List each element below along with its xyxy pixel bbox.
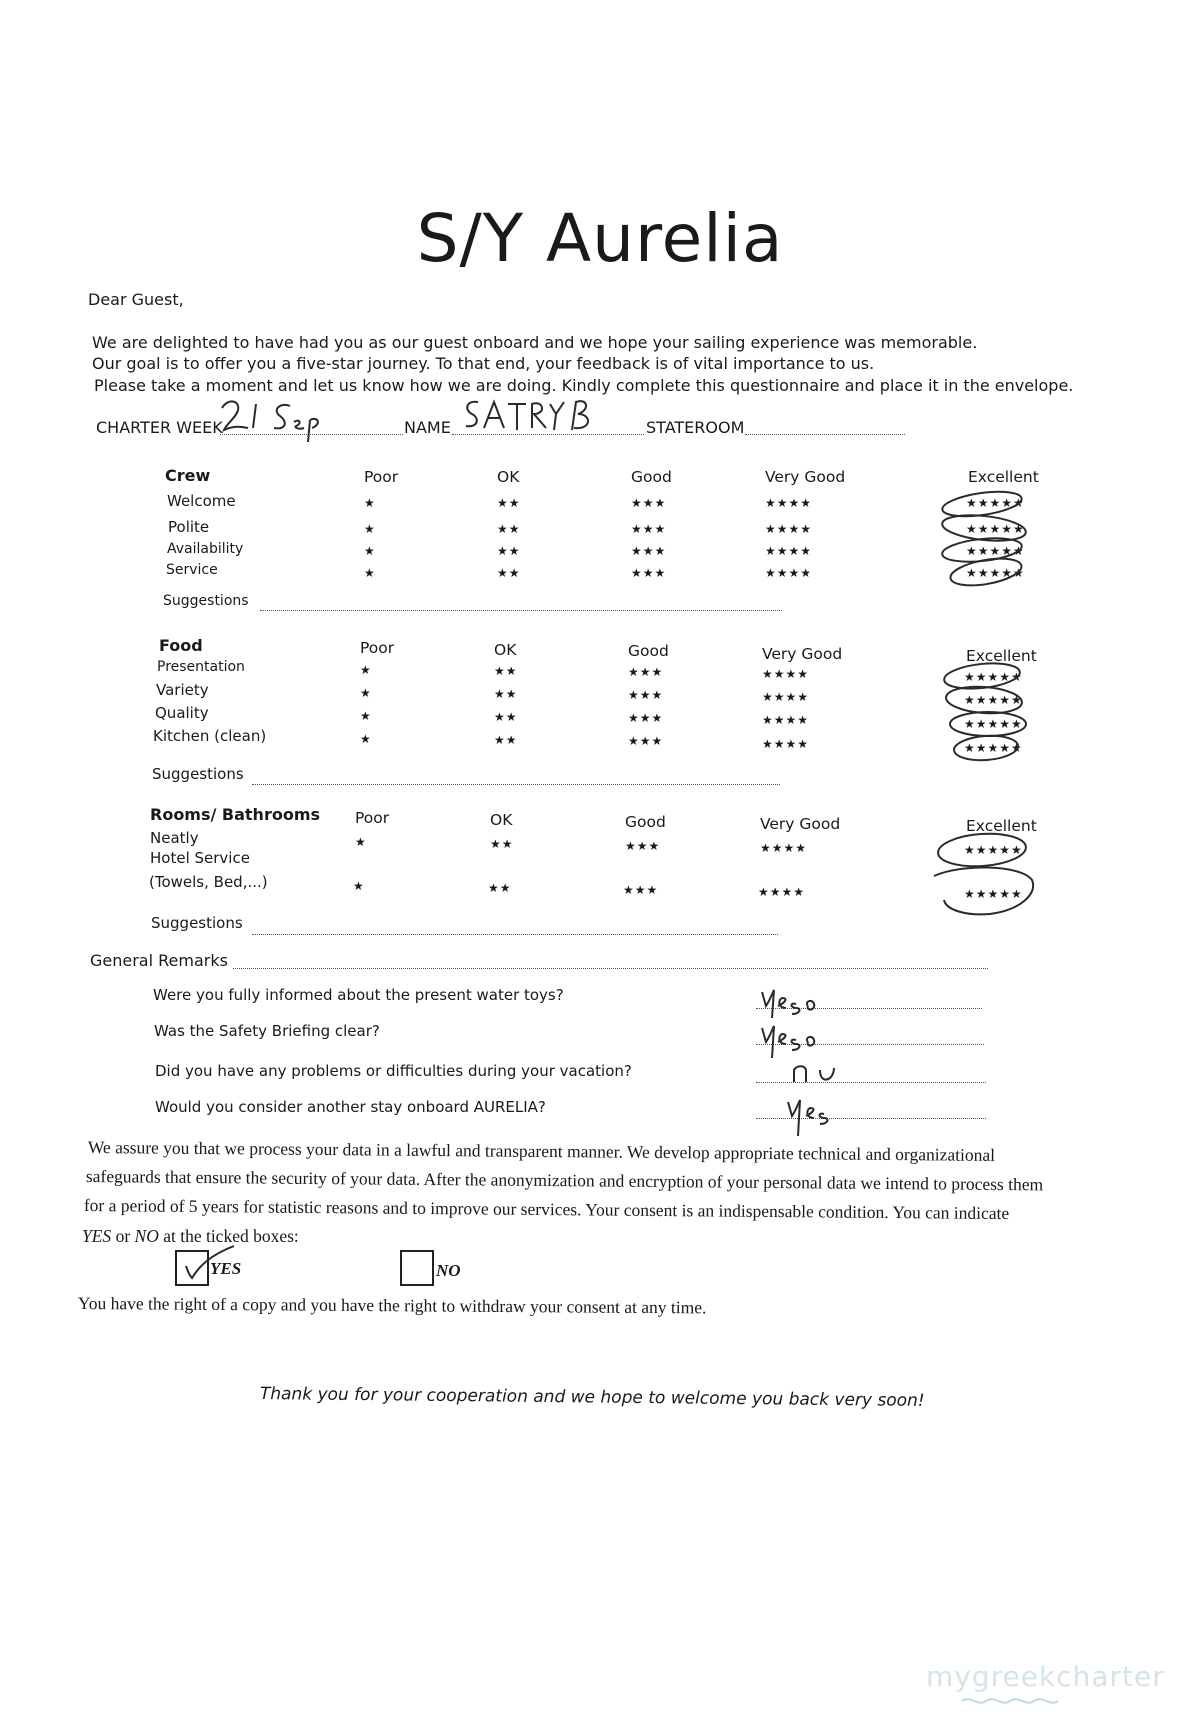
name-handwriting — [460, 396, 600, 436]
charter-week-label: CHARTER WEEK — [96, 418, 223, 437]
crew-polite-ok[interactable]: ★★ — [497, 522, 521, 536]
crew-service-good[interactable]: ★★★ — [631, 566, 667, 580]
intro-line-2: Our goal is to offer you a five-star journey. To that end, your feedback is of vital importance to us. — [92, 354, 875, 373]
crew-excellent-circles — [930, 490, 1040, 590]
crew-polite-poor[interactable]: ★ — [364, 522, 376, 536]
crew-row-availability: Availability — [167, 541, 244, 557]
crew-row-welcome: Welcome — [167, 492, 236, 510]
food-suggestions-line[interactable] — [252, 784, 780, 785]
consent-line-3: for a period of 5 years for statistic reasons and to improve our services. Your consent is an indispensable condition. You can indicate — [83, 1194, 1010, 1224]
rooms-col-poor: Poor — [355, 809, 390, 827]
food-variety-good[interactable]: ★★★ — [628, 688, 664, 702]
food-col-ok: OK — [494, 641, 517, 659]
intro-line-3: Please take a moment and let us know how we are doing. Kindly complete this questionnaire and place it in the envelope. — [94, 376, 1074, 395]
food-presentation-good[interactable]: ★★★ — [628, 665, 664, 679]
food-kitchen-excellent[interactable]: ★★★★★ — [964, 741, 1023, 755]
crew-availability-good[interactable]: ★★★ — [631, 544, 667, 558]
rooms-suggestions-line[interactable] — [252, 934, 778, 935]
food-col-excellent: Excellent — [966, 647, 1037, 665]
rooms-neatly-very-good[interactable]: ★★★★ — [760, 841, 808, 855]
crew-availability-poor[interactable]: ★ — [364, 544, 376, 558]
food-kitchen-poor[interactable]: ★ — [360, 732, 372, 746]
consent-no-checkbox[interactable] — [400, 1250, 434, 1286]
food-excellent-circles — [930, 656, 1040, 766]
rooms-title: Rooms/ Bathrooms — [150, 805, 321, 824]
crew-title: Crew — [165, 466, 211, 485]
food-presentation-poor[interactable]: ★ — [360, 663, 372, 677]
crew-polite-very-good[interactable]: ★★★★ — [765, 522, 813, 536]
rooms-neatly-excellent[interactable]: ★★★★★ — [964, 843, 1023, 857]
general-remarks-line[interactable] — [233, 968, 988, 969]
food-quality-excellent[interactable]: ★★★★★ — [964, 717, 1023, 731]
crew-availability-excellent[interactable]: ★★★★★ — [966, 544, 1025, 558]
food-title: Food — [159, 636, 203, 655]
question-water-toys: Were you fully informed about the present water toys? — [153, 986, 564, 1004]
crew-service-excellent[interactable]: ★★★★★ — [966, 566, 1025, 580]
food-kitchen-ok[interactable]: ★★ — [494, 733, 518, 747]
watermark-logo: mygreekcharter — [926, 1660, 1165, 1693]
food-quality-poor[interactable]: ★ — [360, 709, 372, 723]
question-problems: Did you have any problems or difficulties during your vacation? — [155, 1062, 632, 1080]
consent-yes-label: YES — [210, 1259, 242, 1278]
food-variety-poor[interactable]: ★ — [360, 686, 372, 700]
wave-icon — [960, 1694, 1070, 1708]
rooms-service-excellent[interactable]: ★★★★★ — [964, 887, 1023, 901]
food-row-kitchen: Kitchen (clean) — [153, 727, 267, 745]
crew-service-poor[interactable]: ★ — [364, 566, 376, 580]
intro-line-1: We are delighted to have had you as our guest onboard and we hope your sailing experience was memorable. — [92, 333, 978, 352]
food-quality-good[interactable]: ★★★ — [628, 711, 664, 725]
food-presentation-excellent[interactable]: ★★★★★ — [964, 670, 1023, 684]
answer-handwriting-1 — [756, 982, 826, 1022]
crew-service-very-good[interactable]: ★★★★ — [765, 566, 813, 580]
rooms-col-excellent: Excellent — [966, 817, 1037, 835]
crew-suggestions-line[interactable] — [260, 610, 782, 611]
food-row-presentation: Presentation — [157, 659, 245, 675]
rooms-neatly-good[interactable]: ★★★ — [625, 839, 661, 853]
crew-col-ok: OK — [497, 468, 520, 486]
answer-handwriting-2 — [756, 1018, 826, 1062]
food-col-good: Good — [628, 642, 669, 660]
rooms-row-hotel-service: Hotel Service — [150, 849, 250, 867]
food-variety-excellent[interactable]: ★★★★★ — [964, 693, 1023, 707]
rooms-service-poor[interactable]: ★ — [353, 879, 365, 893]
crew-availability-ok[interactable]: ★★ — [497, 544, 521, 558]
rooms-excellent-circles — [920, 818, 1040, 926]
consent-yes-word: YES — [82, 1226, 112, 1246]
rooms-neatly-poor[interactable]: ★ — [355, 835, 367, 849]
answer-handwriting-4 — [780, 1092, 850, 1140]
crew-col-poor: Poor — [364, 468, 399, 486]
rooms-service-good[interactable]: ★★★ — [623, 883, 659, 897]
food-variety-very-good[interactable]: ★★★★ — [762, 690, 810, 704]
stateroom-label: STATEROOM — [646, 418, 745, 437]
rooms-col-good: Good — [625, 813, 666, 831]
food-suggestions-label: Suggestions — [152, 765, 244, 783]
answer-handwriting-3 — [790, 1060, 850, 1086]
food-presentation-very-good[interactable]: ★★★★ — [762, 667, 810, 681]
consent-right-text: You have the right of a copy and you have the right to withdraw your consent at any time. — [77, 1292, 707, 1318]
crew-row-polite: Polite — [168, 518, 210, 536]
stateroom-line[interactable] — [745, 434, 905, 435]
crew-welcome-excellent[interactable]: ★★★★★ — [966, 496, 1025, 510]
crew-row-service: Service — [166, 562, 218, 578]
consent-line-1: We assure you that we process your data in a lawful and transparent manner. We develop appropriate technical and organizational — [87, 1136, 996, 1165]
food-kitchen-very-good[interactable]: ★★★★ — [762, 737, 810, 751]
consent-ticked-boxes-text: at the ticked boxes: — [158, 1226, 299, 1246]
food-presentation-ok[interactable]: ★★ — [494, 664, 518, 678]
page-title: S/Y Aurelia — [416, 200, 784, 277]
rooms-neatly-ok[interactable]: ★★ — [490, 837, 514, 851]
crew-col-good: Good — [631, 468, 672, 486]
food-variety-ok[interactable]: ★★ — [494, 687, 518, 701]
rooms-service-very-good[interactable]: ★★★★ — [758, 885, 806, 899]
rooms-row-neatly: Neatly — [150, 829, 199, 847]
crew-welcome-ok[interactable]: ★★ — [497, 496, 521, 510]
food-quality-very-good[interactable]: ★★★★ — [762, 713, 810, 727]
crew-polite-excellent[interactable]: ★★★★★ — [966, 522, 1025, 536]
charter-week-handwriting — [218, 396, 328, 444]
food-col-very-good: Very Good — [762, 645, 843, 663]
question-another-stay: Would you consider another stay onboard AURELIA? — [155, 1098, 546, 1116]
crew-welcome-good[interactable]: ★★★ — [631, 496, 667, 510]
consent-no-label: NO — [436, 1261, 461, 1280]
food-kitchen-good[interactable]: ★★★ — [628, 734, 664, 748]
general-remarks-label: General Remarks — [90, 951, 228, 970]
crew-welcome-very-good[interactable]: ★★★★ — [765, 496, 813, 510]
question-safety-briefing: Was the Safety Briefing clear? — [154, 1022, 380, 1040]
crew-col-very-good: Very Good — [765, 468, 846, 486]
consent-line-2: safeguards that ensure the security of your data. After the anonymization and encryption of your personal data we intend to process them — [85, 1165, 1044, 1195]
consent-no-word: NO — [134, 1226, 159, 1246]
rooms-col-very-good: Very Good — [760, 815, 841, 833]
rooms-suggestions-label: Suggestions — [151, 914, 243, 932]
crew-availability-very-good[interactable]: ★★★★ — [765, 544, 813, 558]
crew-welcome-poor[interactable]: ★ — [364, 496, 376, 510]
name-label: NAME — [404, 418, 451, 437]
greeting: Dear Guest, — [88, 290, 184, 309]
rooms-service-ok[interactable]: ★★ — [488, 881, 512, 895]
food-col-poor: Poor — [360, 639, 395, 657]
food-quality-ok[interactable]: ★★ — [494, 710, 518, 724]
food-row-variety: Variety — [156, 681, 209, 699]
crew-service-ok[interactable]: ★★ — [497, 566, 521, 580]
crew-col-excellent: Excellent — [968, 468, 1039, 486]
consent-or-word: or — [111, 1226, 135, 1246]
food-row-quality: Quality — [155, 704, 209, 722]
crew-suggestions-label: Suggestions — [163, 593, 249, 609]
crew-polite-good[interactable]: ★★★ — [631, 522, 667, 536]
rooms-row-towels: (Towels, Bed,...) — [149, 873, 268, 891]
closing-message: Thank you for your cooperation and we hope to welcome you back very soon! — [259, 1384, 925, 1411]
rooms-col-ok: OK — [490, 811, 513, 829]
